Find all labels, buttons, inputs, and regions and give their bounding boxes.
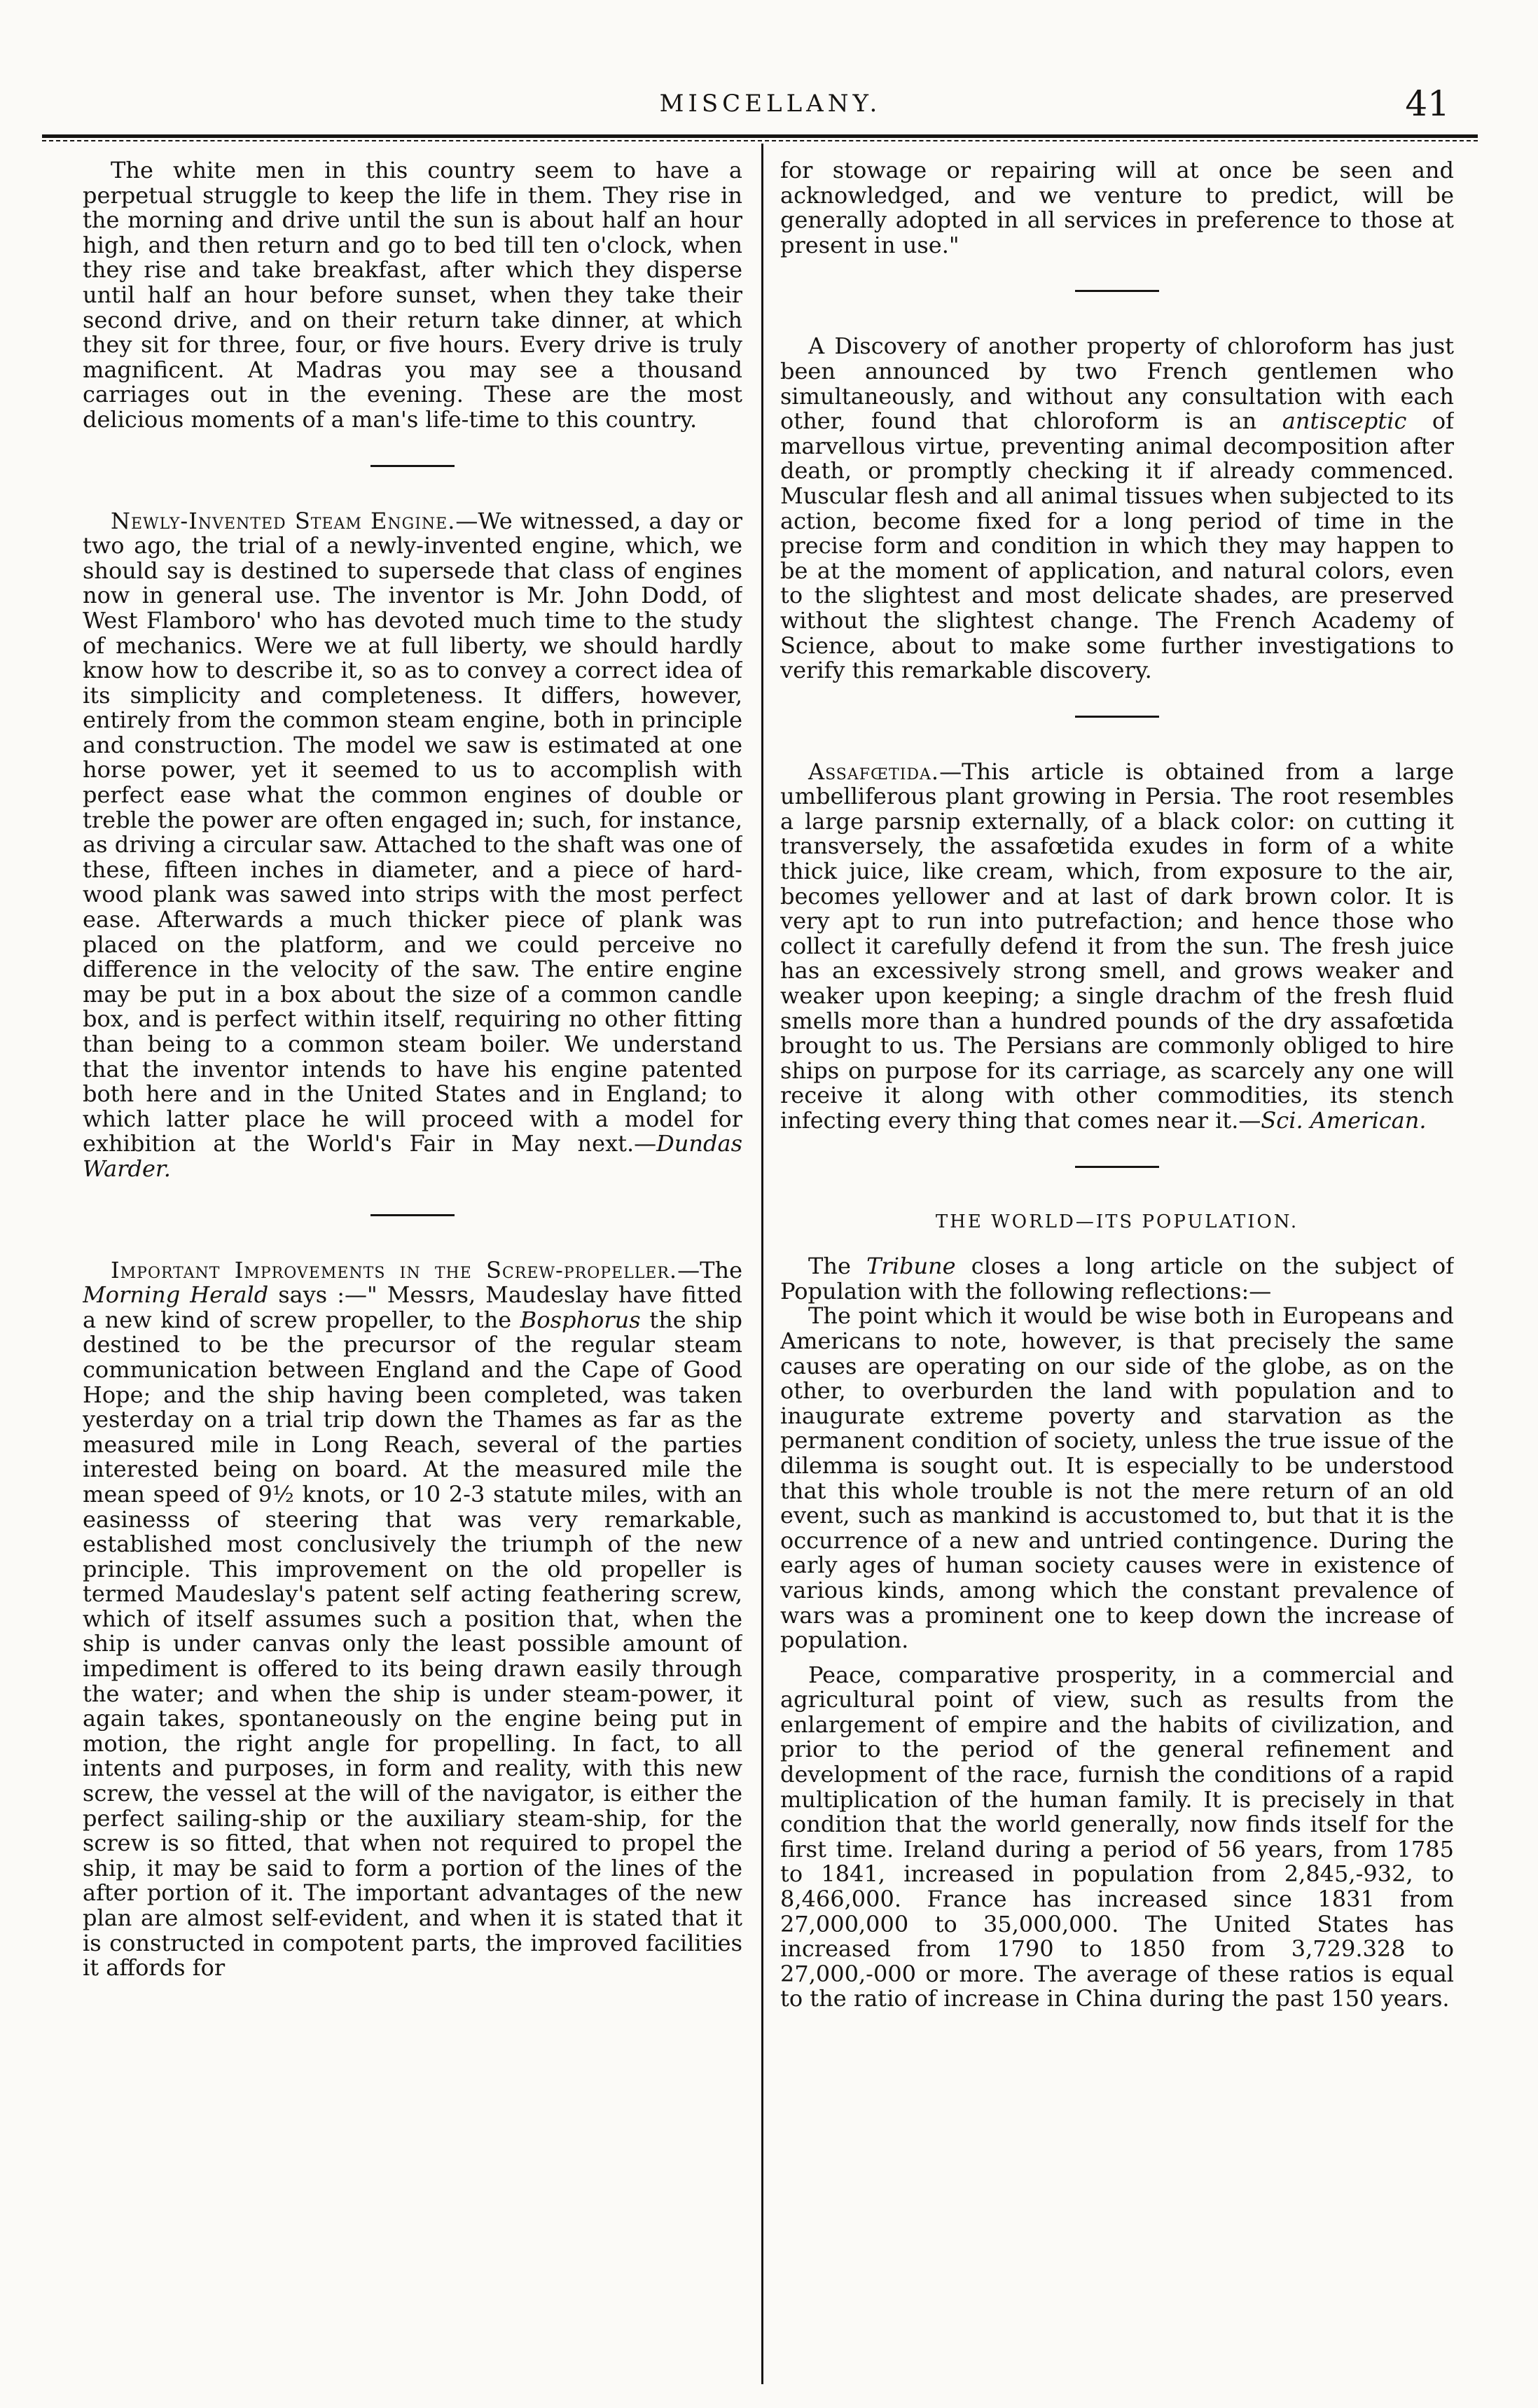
newspaper-name: Tribune [866,1253,956,1280]
article-madras: The white men in this country seem to have a perpetual struggle to keep the life in them. They rise in the morning and drive until the sun is about half an hour high, and then return and go to bed till ten o'clock, when they rise and take breakfast, after which they disperse until half an hour before sunset, when they take their second drive, and on their return take dinner, at which they sit for three, four, or five hours. Every drive is truly magnificent. At Madras you may see a thousand carriages out in the evening. These are the most delicious moments of a man's life-time to this country. [83,158,742,433]
article-source: Dundas Warder. [83,1130,742,1182]
article-body: —We witnessed, a day or two ago, the trial of a newly-invented engine, which, we should say is destined to supersede that class of engines now in general use. The inventor is Mr. John Dodd, of West Flamboro' who has devoted much time to the study of mechanics. Were we at full liberty, we should hardly know how to describe it, so as to convey a correct idea of its simplicity and completeness. It differs, however, entirely from the common steam engine, both in principle and construction. The model we saw is estimated at one horse power, yet it seemed to us to accomplish with perfect ease what the common engines of double or treble the power are often engaged in; such, for instance, as driving a circular saw. Attached to the shaft was one of these, fifteen inches in diameter, and a piece of hard-wood plank was sawed into strips with the most perfect ease. Afterwards a much thicker piece of plank was placed on the platform, and we could perceive no difference in the velocity of the saw. The entire engine may be put in a box about the size of a common candle box, and is perfect within itself, requiring no other fitting than being to a common steam boiler. We understand that the inventor intends to have his engine patented both here and in the United States and in England; to which latter place he will proceed with a model for exhibition at the World's Fair in May next.— [83,507,742,1157]
article-body: —The [677,1256,742,1283]
header-rule [42,134,1478,138]
article-world-p2: The point which it would be wise both in Europeans and Americans to note, however, is that precisely the same causes are operating on our side of the globe, as on the other, to overburden the land with population and to inaugurate extreme poverty and starvation as the permanent condition of society, unless the true issue of the dilemma is sought out. It is especially to be understood that this whole trouble is not the mere return of an old event, such as mankind is accustomed to, but that it is the occurrence of a new and untried contingence. During the early ages of human society causes were in existence of various kinds, among which the constant prevalence of wars was a prominent one to keep down the increase of population. [780,1302,1454,1654]
article-source: Sci. American. [1261,1107,1427,1134]
article-steam-engine [83,509,742,1182]
column-divider [761,144,763,2384]
page-header [84,83,1457,125]
article-body: says :—" Messrs, Maudeslay have fitted a new kind of screw propeller, to the [83,1281,742,1333]
article-separator [1075,716,1159,718]
article-separator [1075,290,1159,292]
article-world-intro [780,1254,1454,1304]
right-column [780,158,1454,2364]
header-rule-dashed [42,140,1478,141]
article-separator [370,1214,455,1216]
article-world-p3: Peace, comparative prosperity, in a commercial and agricultural point of view, such as results from the enlargement of empire and the habits of civilization, and prior to the period of the general refinement and development of the race, furnish the conditions of a rapid multiplication of the human family. It is precisely in that condition that the world generally, now finds itself for the first time. Ireland during a period of 56 years, from 1785 to 1841, increased in population from 2,845,-932, to 8,466,000. France has increased since 1831 from 27,000,000 to 35,000,000. The United States has increased from 1790 to 1850 from 3,729.328 to 27,000,-000 or more. The average of these ratios is equal to the ratio of increase in China during the past 150 years. [780,1661,1454,2012]
article-body: —This article is obtained from a large umbelliferous plant growing in Persia. The root resembles a large parsnip externally, of a black color: on cutting it transversely, the assafœtida exudes in form of a white thick juice, like cream, which, from exposure to the air, becomes yellower and at last of dark brown color. It is very apt to run into putrefaction; and hence those who collect it carefully defend it from the sun. The fresh juice has an excessively strong smell, and grows weaker and weaker upon keeping; a single drachm of the fresh fluid smells more than a hundred pounds of the dry assafœtida brought to us. The Persians are commonly obliged to hire ships on purpose for its carriage, as scarcely any one will receive it along with other commodities, its stench infecting every thing that comes near it.— [780,758,1454,1134]
page-number: 41 [1405,83,1450,124]
article-body: A Discovery of another property of chloroform has just been announced by two French gentlemen who simultaneously, and without any consultation with each other, found that chloroform is an [780,333,1454,435]
emphasis: antisceptic [1282,408,1407,435]
left-column [83,158,742,2364]
article-chloroform [780,334,1454,683]
article-separator [1075,1166,1159,1168]
ship-name: Bosphorus [520,1306,641,1333]
article-assafoetida [780,760,1454,1134]
article-title: Newly-Invented Steam Engine. [111,507,456,534]
article-separator [370,465,455,467]
article-title: Important Improvements in the Screw-propeller. [111,1256,678,1283]
article-body: of marvellous virtue, preventing animal decomposition after death, or promptly checking it if already commenced. Muscular flesh and all animal tissues when subjected to its action, become fixed for a long period of time in the precise form and condition in which they may happen to be at the moment of application, and natural colors, even to the slightest and most delicate shades, are preserved without the slightest change. The French Academy of Science, about to make some further investigations to verify this remarkable discovery. [780,408,1454,684]
article-title: Assafœtida. [808,758,940,785]
article-body: the ship destined to be the precursor of the regular steam communication between England and the Cape of Good Hope; and the ship having been completed, was taken yesterday on a trial trip down the Thames as far as the measured mile in Long Reach, several of the parties interested being on board. At the measured mile the mean speed of 9½ knots, or 10 2-3 statute miles, with an easinesss of steering that was very remarkable, established most conclusively the triumph of the new principle. This improvement on the old propeller is termed Maudeslay's patent self acting feathering screw, which of itself assumes such a position that, when the ship is under canvas only the least possible amount of impediment is offered to its being drawn easily through the water; and when the ship is under steam-power, it again takes, spontaneously on the engine being put in motion, the right angle for propelling. In fact, to all intents and purposes, in form and reality, with this new screw, the vessel at the will of the navigator, is either the perfect sailing-ship or the auxiliary steam-ship, for the screw is so fitted, that when not required to propel the ship, it may be said to form a portion of the lines of the after portion of it. The important advantages of the new plan are almost self-evident, and when it is stated that it is constructed in compotent parts, the improved facilities it affords for [83,1306,742,1982]
article-screw-propeller [83,1258,742,1981]
running-head: MISCELLANY. [659,90,882,118]
article-screw-continued: for stowage or repairing will at once be seen and acknowledged, and we venture to predict, will be generally adopted in all services in preference to those at present in use." [780,158,1454,258]
article-body: The [808,1253,867,1280]
section-title: THE WORLD—ITS POPULATION. [935,1211,1299,1232]
article-body: closes a long article on the subject of Population with the following reflections:— [780,1253,1454,1304]
newspaper-name: Morning Herald [83,1281,269,1309]
